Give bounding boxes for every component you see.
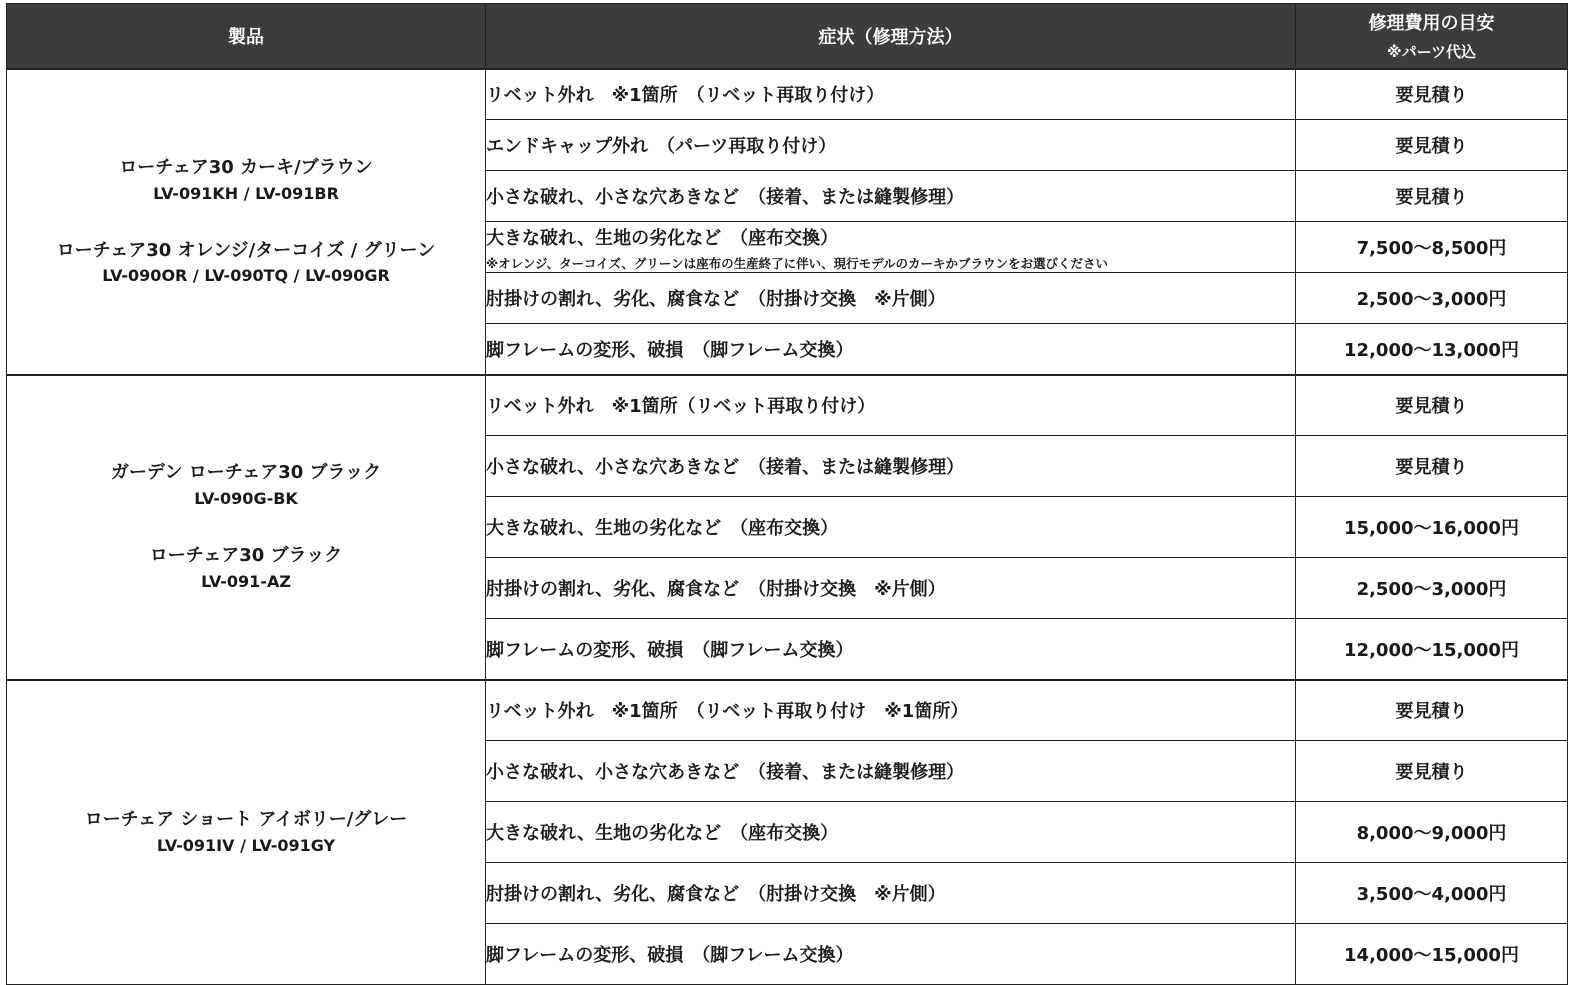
header-product: 製品 [7, 4, 486, 69]
symptom-text: 小さな破れ、小さな穴あきなど （接着、または縫製修理） [486, 187, 965, 208]
symptom-cell [486, 802, 1296, 863]
product-code: LV-090OR / LV-090TQ / LV-090GR [102, 266, 390, 286]
symptom-cell [486, 497, 1296, 558]
symptom-text: 大きな破れ、生地の劣化など （座布交換） [486, 823, 839, 844]
symptom-text: 肘掛けの割れ、劣化、腐食など （肘掛け交換 ※片側） [486, 289, 946, 310]
product-cell [7, 375, 486, 680]
repair-cost-table [6, 3, 1568, 985]
symptom-text: 小さな破れ、小さな穴あきなど （接着、または縫製修理） [486, 457, 965, 478]
cost-cell: 要見積り [1296, 741, 1568, 802]
symptom-text: 肘掛けの割れ、劣化、腐食など （肘掛け交換 ※片側） [486, 884, 946, 905]
symptom-text: 脚フレームの変形、破損 （脚フレーム交換） [486, 639, 854, 661]
table-row [7, 69, 1568, 120]
cost-cell: 12,000～15,000円 [1296, 619, 1568, 680]
product-code: LV-091-AZ [201, 571, 291, 591]
cost-cell: 15,000～16,000円 [1296, 497, 1568, 558]
symptom-text: 小さな破れ、小さな穴あきなど （接着、または縫製修理） [486, 762, 965, 783]
cost-cell: 7,500～8,500円 [1296, 222, 1568, 273]
product-code: LV-090G-BK [194, 489, 298, 509]
header-cost [1296, 4, 1568, 69]
cost-cell: 3,500～4,000円 [1296, 863, 1568, 924]
product-cell [7, 680, 486, 985]
product-code: LV-091IV / LV-091GY [156, 835, 336, 855]
table-row [7, 375, 1568, 436]
header-symptom: 症状（修理方法） [486, 4, 1296, 69]
product-name: ローチェア ショート アイボリー/グレー [84, 808, 408, 830]
cost-cell: 12,000～13,000円 [1296, 324, 1568, 375]
symptom-text: リベット外れ ※1箇所（リベット再取り付け） [486, 396, 876, 418]
cost-cell: 要見積り [1296, 436, 1568, 497]
symptom-text: リベット外れ ※1箇所 （リベット再取り付け ※1箇所） [486, 701, 969, 723]
symptom-text: エンドキャップ外れ （パーツ再取り付け） [486, 136, 837, 157]
symptom-cell [486, 863, 1296, 924]
cost-cell: 要見積り [1296, 171, 1568, 222]
product-name: ガーデン ローチェア30 ブラック [110, 462, 382, 484]
symptom-cell [486, 924, 1296, 985]
symptom-cell [486, 171, 1296, 222]
symptom-text: 肘掛けの割れ、劣化、腐食など （肘掛け交換 ※片側） [486, 579, 946, 600]
symptom-cell [486, 558, 1296, 619]
symptom-cell [486, 120, 1296, 171]
product-name: ローチェア30 カーキ/ブラウン [119, 156, 373, 178]
cost-cell: 要見積り [1296, 375, 1568, 436]
header-row [7, 4, 1568, 69]
symptom-cell [486, 273, 1296, 324]
symptom-note: ※オレンジ、ターコイズ、グリーンは座布の生産終了に伴い、現行モデルのカーキかブラウンをお選びください [486, 256, 1109, 271]
product-name: ローチェア30 オレンジ/ターコイズ / グリーン [56, 239, 436, 261]
symptom-cell [486, 69, 1296, 120]
table-row [7, 680, 1568, 741]
symptom-cell [486, 741, 1296, 802]
symptom-cell [486, 436, 1296, 497]
symptom-cell [486, 222, 1296, 273]
cost-cell: 8,000～9,000円 [1296, 802, 1568, 863]
symptom-cell [486, 324, 1296, 375]
product-code: LV-091KH / LV-091BR [153, 183, 339, 203]
symptom-text: 脚フレームの変形、破損 （脚フレーム交換） [486, 339, 854, 361]
cost-cell: 要見積り [1296, 120, 1568, 171]
symptom-cell [486, 375, 1296, 436]
product-cell [7, 69, 486, 375]
symptom-cell [486, 619, 1296, 680]
product-name: ローチェア30 ブラック [149, 545, 343, 566]
cost-cell: 2,500～3,000円 [1296, 558, 1568, 619]
symptom-cell [486, 680, 1296, 741]
symptom-text: 大きな破れ、生地の劣化など （座布交換） [486, 518, 839, 539]
header-cost-sub: ※パーツ代込 [1387, 43, 1476, 62]
symptom-text: 大きな破れ、生地の劣化など （座布交換） [486, 228, 839, 249]
cost-cell: 要見積り [1296, 680, 1568, 741]
symptom-text: 脚フレームの変形、破損 （脚フレーム交換） [486, 945, 854, 966]
header-cost-label: 修理費用の目安 [1368, 13, 1495, 35]
cost-cell: 2,500～3,000円 [1296, 273, 1568, 324]
cost-cell: 14,000～15,000円 [1296, 924, 1568, 985]
symptom-text: リベット外れ ※1箇所 （リベット再取り付け） [486, 85, 885, 107]
cost-cell: 要見積り [1296, 69, 1568, 120]
table-body [7, 69, 1568, 985]
